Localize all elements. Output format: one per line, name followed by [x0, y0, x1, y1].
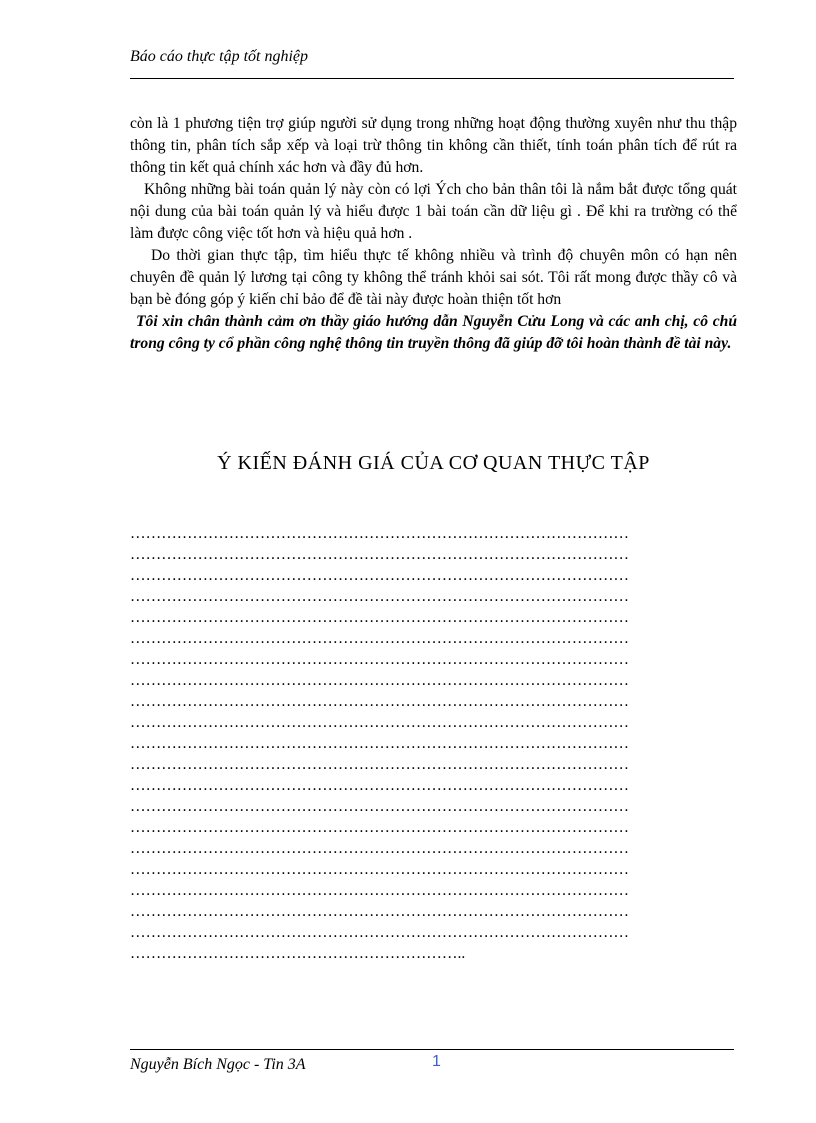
dotted-line: …………………………………………………………………………………… [130, 567, 629, 584]
header-title: Báo cáo thực tập tốt nghiệp [130, 48, 309, 65]
dotted-line: …………………………………………………………………………………… [130, 735, 629, 752]
paragraph: còn là 1 phương tiện trợ giúp người sử dụng trong những hoạt động thường xuyên như thu thập thông tin, phân tích sắp xếp và loại trừ thông tin không cần thiết, tính toán phân tích để rút ra thông tin kết quả chính xác hơn và đầy đủ hơn. [130, 115, 737, 176]
paragraph: Do thời gian thực tập, tìm hiểu thực tế không nhiều và trình độ chuyên môn có hạn nên chuyên đề quản lý lương tại công ty không thể tránh khỏi sai sót. Tôi rất mong được thầy cô và bạn bè đóng góp ý kiến chỉ bảo để đề tài này được hoàn thiện tốt hơn [130, 247, 737, 308]
dotted-line: …………………………………………………………………………………… [130, 651, 629, 668]
dotted-line: …………………………………………………………………………………… [130, 546, 629, 563]
thanks-paragraph: Tôi xin chân thành cảm ơn thầy giáo hướng dẫn Nguyễn Cửu Long và các anh chị, cô chú trong công ty cổ phần công nghệ thông tin truyền thông đã giúp đỡ tôi hoàn thành đề tài này. [130, 313, 737, 352]
dotted-line: …………………………………………………………………………………… [130, 924, 629, 941]
body-text [130, 113, 737, 355]
dotted-line: …………………………………………………………………………………… [130, 630, 629, 647]
footer-divider [130, 1049, 734, 1050]
footer-author: Nguyễn Bích Ngọc - Tin 3A [130, 1056, 306, 1073]
dotted-line: …………………………………………………………………………………… [130, 840, 629, 857]
dotted-line: …………………………………………………………………………………… [130, 903, 629, 920]
dotted-line: …………………………………………………………………………………… [130, 756, 629, 773]
dotted-line: …………………………………………………………………………………… [130, 609, 629, 626]
paragraph: Không những bài toán quản lý này còn có lợi Ých cho bản thân tôi là nắm bắt được tổng quát nội dung của bài toán quản lý và hiểu được 1 bài toán cần dữ liệu gì . Để khi ra trường có thể làm được công việc tốt hơn và hiệu quả hơn . [130, 181, 737, 242]
dotted-line: …………………………………………………………………………………… [130, 777, 629, 794]
dotted-line: …………………………………………………………………………………… [130, 882, 629, 899]
page-number: 1 [432, 1053, 441, 1070]
dotted-line: …………………………………………………………………………………… [130, 672, 629, 689]
section-title: Ý KIẾN ĐÁNH GIÁ CỦA CƠ QUAN THỰC TẬP [217, 452, 650, 474]
dotted-line: …………………………………………………………………………………… [130, 819, 629, 836]
dotted-line: …………………………………………………………………………………… [130, 693, 629, 710]
evaluation-dotted-lines [130, 523, 737, 964]
dotted-line: ……………………………………………………….. [130, 945, 466, 962]
dotted-line: …………………………………………………………………………………… [130, 714, 629, 731]
dotted-line: …………………………………………………………………………………… [130, 588, 629, 605]
dotted-line: …………………………………………………………………………………… [130, 861, 629, 878]
dotted-line: …………………………………………………………………………………… [130, 525, 629, 542]
dotted-line: …………………………………………………………………………………… [130, 798, 629, 815]
header-divider [130, 78, 734, 79]
